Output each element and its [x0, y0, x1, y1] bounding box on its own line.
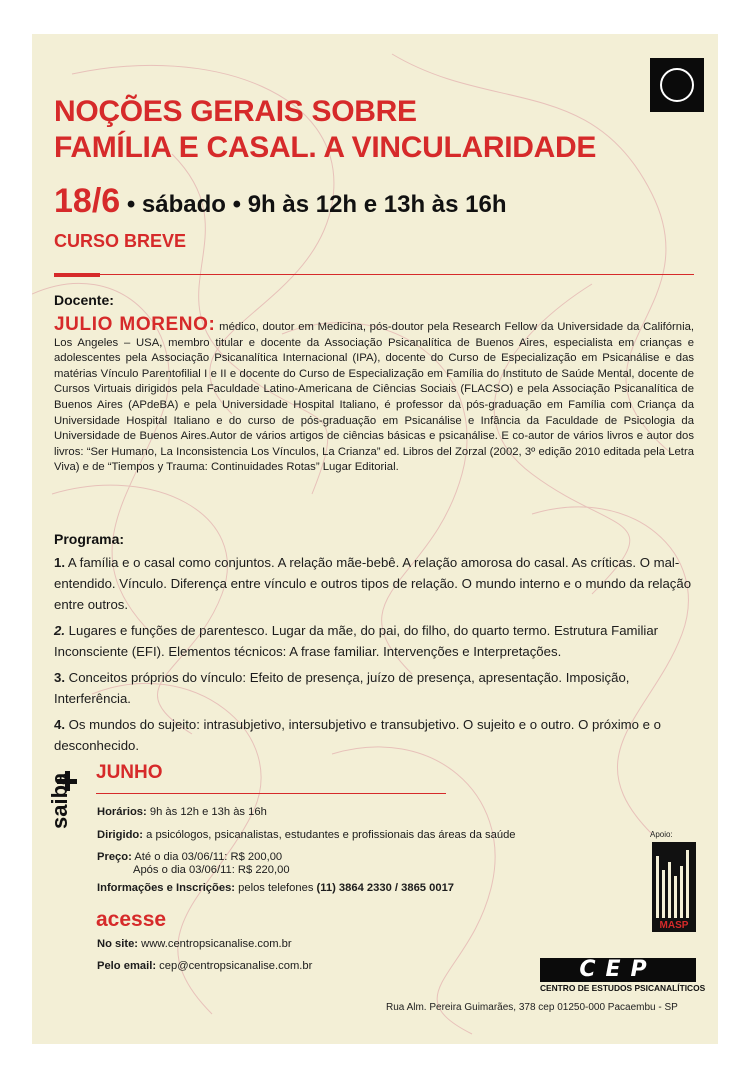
- telefones-value: (11) 3864 2330 / 3865 0017: [316, 882, 455, 894]
- masp-logo-icon: [652, 842, 696, 932]
- title-line-1: NOÇÕES GERAIS SOBRE: [54, 95, 417, 128]
- horarios-label: Horários:: [97, 806, 147, 818]
- horarios-info: [97, 806, 267, 818]
- programa-item-number: 2.: [54, 623, 65, 638]
- title-line-2: FAMÍLIA E CASAL. A VINCULARIDADE: [54, 131, 597, 164]
- masp-bars-graphic: [652, 842, 696, 920]
- informacoes-value: pelos telefones: [235, 882, 317, 894]
- site-link[interactable]: www.centropsicanalise.com.br: [138, 938, 292, 950]
- dirigido-info: [97, 829, 516, 841]
- docente-bio: [54, 314, 695, 476]
- programa-item-text: A família e o casal como conjuntos. A relação mãe-bebê. A relação amorosa do casal. As críticas. O mal-entendido. Vínculo. Diferença entre vínculo e outros tipos de relação. O mundo interno e o mundo da relação entre outros.: [54, 555, 692, 612]
- programa-item: [54, 552, 696, 615]
- site-label: No site:: [97, 938, 139, 950]
- apoio-label: Apoio:: [650, 830, 673, 839]
- saiba-mais-label: saiba: [47, 772, 72, 829]
- acesse-heading: acesse: [96, 908, 167, 931]
- programa-item-text: Conceitos próprios do vínculo: Efeito de presença, juízo de presença, apresentação. Imposição, Interferência.: [54, 670, 630, 706]
- divider-accent: [54, 273, 100, 277]
- event-date: 18/6: [54, 182, 121, 220]
- programa-label: Programa:: [54, 531, 125, 547]
- programa-item: [54, 620, 696, 662]
- preco-info: [97, 851, 282, 863]
- divider-line: [100, 274, 694, 275]
- programa-list: [54, 552, 696, 761]
- programa-item: [54, 714, 696, 756]
- course-type: CURSO BREVE: [54, 231, 187, 251]
- dirigido-value: a psicólogos, psicanalistas, estudantes e profissionais das áreas da saúde: [143, 829, 516, 841]
- programa-item-text: Lugares e funções de parentesco. Lugar da mãe, do pai, do filho, do quarto termo. Estrutura Familiar Inconsciente (EFI). Elementos técnicos: A frase familiar. Intervenções e Interpretações.: [54, 623, 659, 659]
- dirigido-label: Dirigido:: [97, 829, 143, 841]
- horarios-value: 9h às 12h e 13h às 16h: [146, 806, 267, 818]
- docente-name: JULIO MORENO:: [54, 314, 216, 335]
- docente-label: Docente:: [54, 292, 114, 308]
- event-schedule: • sábado • 9h às 12h e 13h às 16h: [120, 191, 507, 218]
- programa-item-number: 3.: [54, 670, 65, 685]
- informacoes-info: [97, 882, 454, 894]
- docente-bio-text: médico, doutor em Medicina, pós-doutor pela Research Fellow da Universidade da Califórnia, Los Angeles – USA, membro titular e docente da Associação Psicanalítica de Buenos Aires, especialista em crianças e adolescentes pela Associação Psicanalítica Internacional (IPA), docente do Curso de Especialização em Psicanálise e das matérias Vínculo Parentofilial I e II e docente do Curso de Especialização em Família do Instituto de Saúde Mental, docente de Cursos Virtuais dirigidos pela Faculdade Latino-Americana de Ciências Sociais (FLACSO) e pela Associação Psicanalítica de Buenos Aires (APdeBA) e pela Universidade Hospital Italiano, é professor da pós-graduação em Família com Criança da Universidade Hospital Italiano e do curso de pós-graduação em Psicanálise e Infância da Faculdade de Psicologia da Universidade de Buenos Aires.Autor de vários artigos de ciências básicas e psicanálise. E co-autor de vários livros e autor dos livros: “Ser Humano, La Inconsistencia Los Vínculos, La Crianza” ed. Libros del Zorzal (2002, 3º edição 2010 editada pela Letra Viva) e de “Tiempos y Trauma: Continuidades Rotas” Lugar Editorial.: [54, 321, 695, 474]
- programa-item-number: 4.: [54, 717, 65, 732]
- event-month: JUNHO: [96, 762, 163, 783]
- month-divider: [96, 793, 446, 794]
- programa-item-number: 1.: [54, 555, 65, 570]
- programa-item: [54, 667, 696, 709]
- masp-label: MASP: [659, 920, 689, 931]
- programa-item-text: Os mundos do sujeito: intrasubjetivo, intersubjetivo e transubjetivo. O sujeito e o outro. O próximo e o desconhecido.: [54, 717, 661, 753]
- event-date-line: [54, 182, 507, 221]
- email-link[interactable]: cep@centropsicanalise.com.br: [156, 960, 313, 972]
- cep-logo-icon: [540, 957, 706, 994]
- event-title: [54, 94, 694, 166]
- email-info: [97, 960, 312, 972]
- preco-value-1: Até o dia 03/06/11: R$ 200,00: [131, 851, 283, 863]
- preco-info-2: Após o dia 03/06/11: R$ 220,00: [133, 864, 290, 876]
- preco-label: Preço:: [97, 851, 132, 863]
- email-label: Pelo email:: [97, 960, 157, 972]
- site-info: [97, 938, 292, 950]
- cep-address: Rua Alm. Pereira Guimarães, 378 cep 01250-000 Pacaembu - SP: [386, 1002, 678, 1013]
- cep-logo-word: CEP: [540, 958, 696, 982]
- informacoes-label: Informações e Inscrições:: [97, 882, 236, 894]
- cep-full-name: CENTRO DE ESTUDOS PSICANALÍTICOS: [540, 983, 706, 993]
- event-poster: [32, 34, 718, 1044]
